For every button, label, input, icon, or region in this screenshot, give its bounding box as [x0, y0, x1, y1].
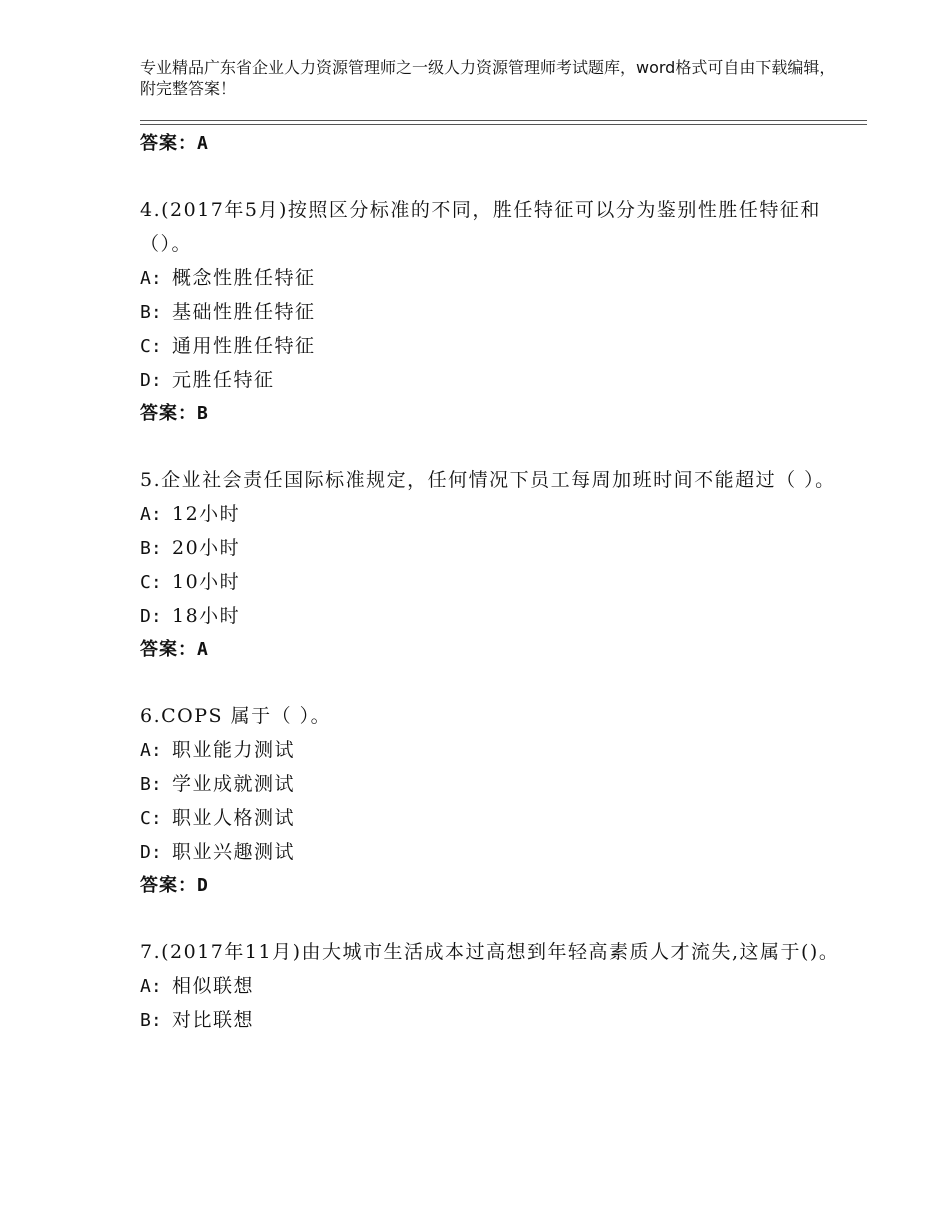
- option-a: [140, 497, 840, 531]
- option-a: [140, 969, 840, 1003]
- option-b: [140, 531, 840, 565]
- page-header: [140, 57, 840, 99]
- option-d: [140, 363, 840, 397]
- option-letter: B:: [140, 538, 162, 559]
- option-letter: A:: [140, 504, 162, 525]
- answer-line: [140, 127, 840, 161]
- header-text: 专业精品广东省企业人力资源管理师之一级人力资源管理师考试题库，word格式可自由下载编辑，附完整答案！: [140, 58, 836, 98]
- option-text: 18小时: [172, 605, 241, 627]
- answer-value: A: [197, 133, 209, 154]
- option-letter: A:: [140, 976, 162, 997]
- question-stem: 5.企业社会责任国际标准规定，任何情况下员工每周加班时间不能超过（ ）。: [140, 469, 836, 491]
- option-text: 相似联想: [172, 975, 255, 997]
- option-b: [140, 767, 840, 801]
- option-text: 职业兴趣测试: [172, 841, 296, 863]
- option-c: [140, 801, 840, 835]
- option-b: [140, 1003, 840, 1037]
- option-letter: A:: [140, 740, 162, 761]
- option-text: 10小时: [172, 571, 241, 593]
- question-stem: 7.(2017年11月)由大城市生活成本过高想到年轻高素质人才流失,这属于()。: [140, 941, 840, 963]
- answer-value: A: [197, 639, 209, 660]
- question-item: [140, 935, 840, 1037]
- answer-label: 答案：: [140, 403, 197, 424]
- option-text: 概念性胜任特征: [172, 267, 316, 289]
- answer-label: 答案：: [140, 639, 197, 660]
- option-letter: B:: [140, 774, 162, 795]
- answer-label: 答案：: [140, 875, 197, 896]
- option-text: 职业人格测试: [172, 807, 296, 829]
- answer-value: D: [197, 875, 209, 896]
- question-stem: 4.(2017年5月)按照区分标准的不同，胜任特征可以分为鉴别性胜任特征和（）。: [140, 199, 821, 255]
- exam-content: [140, 127, 840, 1037]
- option-c: [140, 565, 840, 599]
- option-letter: C:: [140, 808, 162, 829]
- option-d: [140, 835, 840, 869]
- option-a: [140, 261, 840, 295]
- option-text: 通用性胜任特征: [172, 335, 316, 357]
- option-text: 12小时: [172, 503, 241, 525]
- option-text: 对比联想: [172, 1009, 255, 1031]
- option-letter: B:: [140, 302, 162, 323]
- option-c: [140, 329, 840, 363]
- option-text: 学业成就测试: [172, 773, 296, 795]
- option-text: 职业能力测试: [172, 739, 296, 761]
- option-letter: B:: [140, 1010, 162, 1031]
- option-text: 20小时: [172, 537, 241, 559]
- option-letter: C:: [140, 572, 162, 593]
- option-text: 元胜任特征: [172, 369, 275, 391]
- question-item: [140, 463, 840, 667]
- answer-label: 答案：: [140, 133, 197, 154]
- question-item: [140, 193, 840, 431]
- answer-value: B: [197, 403, 209, 424]
- option-d: [140, 599, 840, 633]
- option-letter: A:: [140, 268, 162, 289]
- answer-line: [140, 397, 840, 431]
- header-divider: [140, 120, 867, 125]
- answer-line: [140, 633, 840, 667]
- question-stem: 6.COPS 属于（ ）。: [140, 705, 332, 727]
- option-letter: D:: [140, 606, 162, 627]
- option-b: [140, 295, 840, 329]
- option-text: 基础性胜任特征: [172, 301, 316, 323]
- answer-line: [140, 869, 840, 903]
- option-letter: D:: [140, 370, 162, 391]
- option-letter: C:: [140, 336, 162, 357]
- option-letter: D:: [140, 842, 162, 863]
- option-a: [140, 733, 840, 767]
- question-item: [140, 699, 840, 903]
